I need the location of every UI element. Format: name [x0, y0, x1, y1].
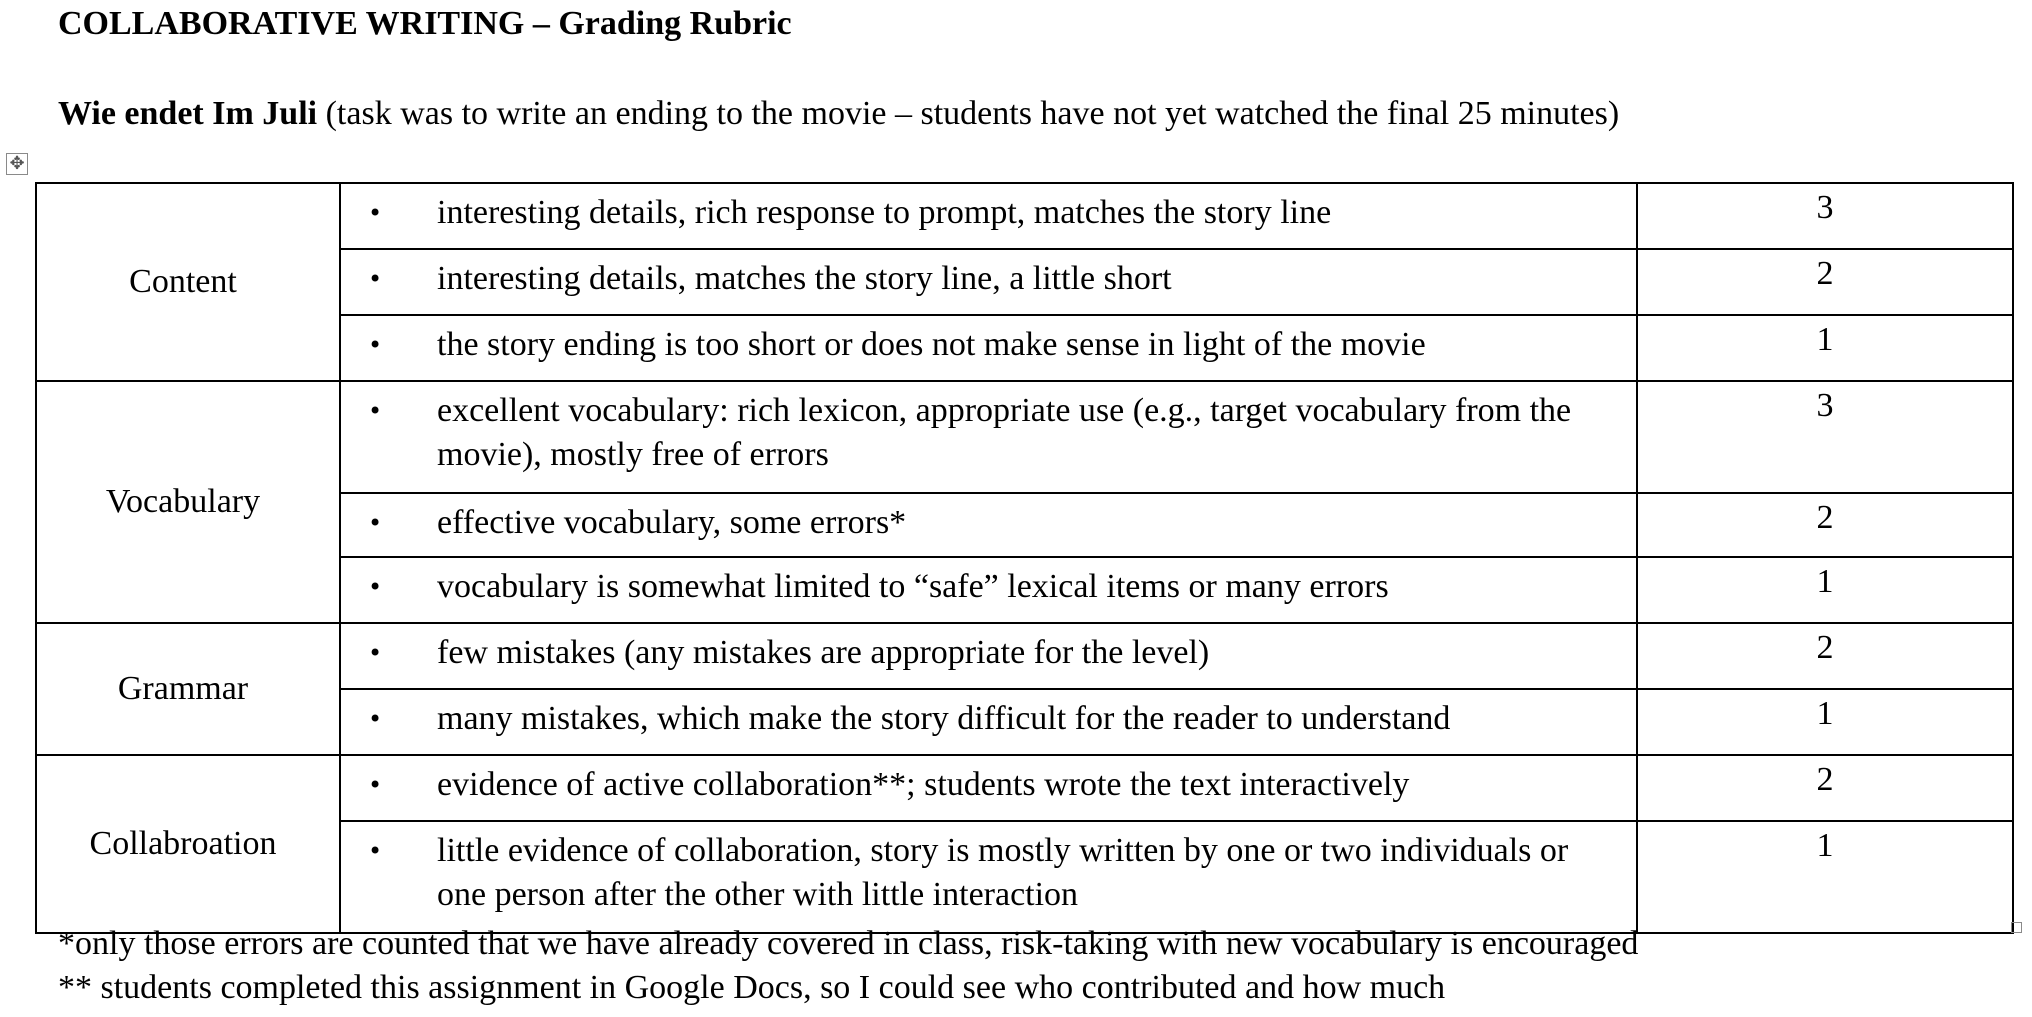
criterion-cell [340, 249, 1637, 315]
criterion-cell [340, 821, 1637, 933]
criterion-text: few mistakes (any mistakes are appropriate for the level) [437, 634, 1210, 671]
bullet-icon: • [368, 639, 383, 667]
points-cell: 3 [1637, 183, 2013, 249]
criterion-cell [340, 183, 1637, 249]
criterion-text: little evidence of collaboration, story is mostly written by one or two individuals or one person after the other with little interaction [437, 832, 1569, 913]
table-row [36, 183, 2013, 249]
footnote-google-docs: ** students completed this assignment in Google Docs, so I could see who contributed and how much [58, 969, 1446, 1006]
table-row [36, 755, 2013, 821]
category-grammar: Grammar [36, 623, 340, 755]
criterion-text: interesting details, rich response to prompt, matches the story line [437, 194, 1332, 231]
criterion-text: vocabulary is somewhat limited to “safe” lexical items or many errors [437, 568, 1389, 605]
bullet-icon: • [368, 509, 383, 537]
points-cell: 1 [1637, 821, 2013, 933]
category-vocabulary: Vocabulary [36, 381, 340, 623]
criterion-cell [340, 315, 1637, 381]
bullet-icon: • [368, 573, 383, 601]
task-note: (task was to write an ending to the movie – students have not yet watched the final 25 minutes) [317, 95, 1620, 132]
points-cell: 2 [1637, 755, 2013, 821]
criterion-text: interesting details, matches the story line, a little short [437, 260, 1172, 297]
points-cell: 1 [1637, 557, 2013, 623]
bullet-icon: • [368, 771, 383, 799]
points-cell: 2 [1637, 623, 2013, 689]
points-cell: 3 [1637, 381, 2013, 493]
table-move-handle-icon[interactable]: ✥ [6, 153, 28, 175]
footnote-errors: *only those errors are counted that we have already covered in class, risk-taking with new vocabulary is encouraged [58, 925, 1639, 962]
criterion-cell [340, 493, 1637, 557]
task-title: Wie endet Im Juli [58, 95, 318, 132]
criterion-text: effective vocabulary, some errors* [437, 504, 907, 541]
criterion-cell [340, 623, 1637, 689]
table-resize-handle-icon[interactable] [2011, 922, 2022, 933]
criterion-cell [340, 381, 1637, 493]
bullet-icon: • [368, 265, 383, 293]
table-row [36, 623, 2013, 689]
criterion-text: excellent vocabulary: rich lexicon, appropriate use (e.g., target vocabulary from the movie), mostly free of errors [437, 392, 1572, 473]
category-collaboration: Collabroation [36, 755, 340, 933]
points-cell: 1 [1637, 689, 2013, 755]
bullet-icon: • [368, 837, 383, 865]
bullet-icon: • [368, 705, 383, 733]
document-title: COLLABORATIVE WRITING – Grading Rubric [58, 5, 792, 42]
points-cell: 2 [1637, 249, 2013, 315]
criterion-cell [340, 689, 1637, 755]
task-description [58, 92, 1619, 136]
criterion-cell [340, 755, 1637, 821]
category-content: Content [36, 183, 340, 381]
points-cell: 1 [1637, 315, 2013, 381]
rubric-table [35, 182, 2014, 934]
criterion-text: many mistakes, which make the story difficult for the reader to understand [437, 700, 1451, 737]
bullet-icon: • [368, 331, 383, 359]
bullet-icon: • [368, 199, 383, 227]
criterion-cell [340, 557, 1637, 623]
points-cell: 2 [1637, 493, 2013, 557]
criterion-text: evidence of active collaboration**; students wrote the text interactively [437, 766, 1410, 803]
criterion-text: the story ending is too short or does not make sense in light of the movie [437, 326, 1426, 363]
bullet-icon: • [368, 397, 383, 425]
table-row [36, 381, 2013, 493]
